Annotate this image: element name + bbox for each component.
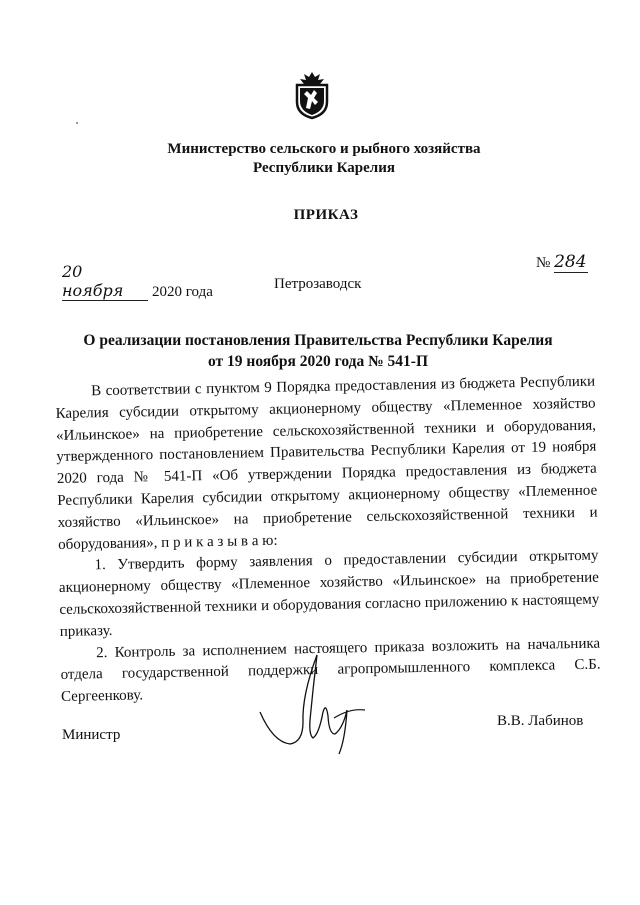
number-label: № [536, 255, 551, 271]
title-line-2: от 19 ноября 2020 года № 541-П [207, 353, 429, 370]
ministry-line-1: Министерство сельского и рыбного хозяйства [167, 141, 481, 157]
handwritten-signature [255, 650, 375, 755]
number-handwritten: 284 [554, 252, 587, 272]
date-handwritten: 20 ноября [62, 262, 148, 301]
signatory-name: В.В. Лабинов [497, 713, 584, 729]
document-date [62, 262, 213, 301]
city: Петрозаводск [274, 276, 362, 292]
coat-of-arms-emblem [292, 70, 332, 120]
preamble-paragraph: В соответствии с пунктом 9 Порядка предоставления из бюджета Республики Карелия субсидии открытому акционерному обществу «Племенное хозяйство «Ильинское» на приобретение сельскохозяйственной техники и оборудования, утвержденного постановлением Правительства Республики Карелия от 19 ноября 2020 года № 541-П «Об утверждении Порядка предоставления из бюджета Республики Карелия субсидии открытому акционерному обществу «Племенное хозяйство «Ильинское» на приобретение сельскохозяйственной техники и оборудования», п р и к а з ы в а ю: [55, 373, 598, 553]
scan-dot [76, 122, 78, 124]
title-line-1: О реализации постановления Правительства Республики Карелия [83, 332, 553, 349]
ministry-name [4, 140, 640, 178]
order-item-1: 1. Утвердить форму заявления о предоставлении субсидии открытому акционерному обществу «Племенное хозяйство «Ильинское» на приобретение сельскохозяйственной техники и оборудования согласно приложению к настоящему приказу. [58, 547, 600, 640]
document-type: ПРИКАЗ [293, 207, 359, 223]
signatory-position: Министр [62, 727, 121, 743]
date-year: 2020 года [152, 284, 213, 300]
order-item-2: 2. Контроль за исполнением настоящего приказа возложить на начальника отдела государственной поддержки агропромышленного комплекса С.Б. Сергеенкову. [60, 635, 601, 706]
document-number [536, 252, 588, 273]
ministry-line-2: Республики Карелия [253, 160, 395, 176]
document-title [0, 330, 638, 372]
